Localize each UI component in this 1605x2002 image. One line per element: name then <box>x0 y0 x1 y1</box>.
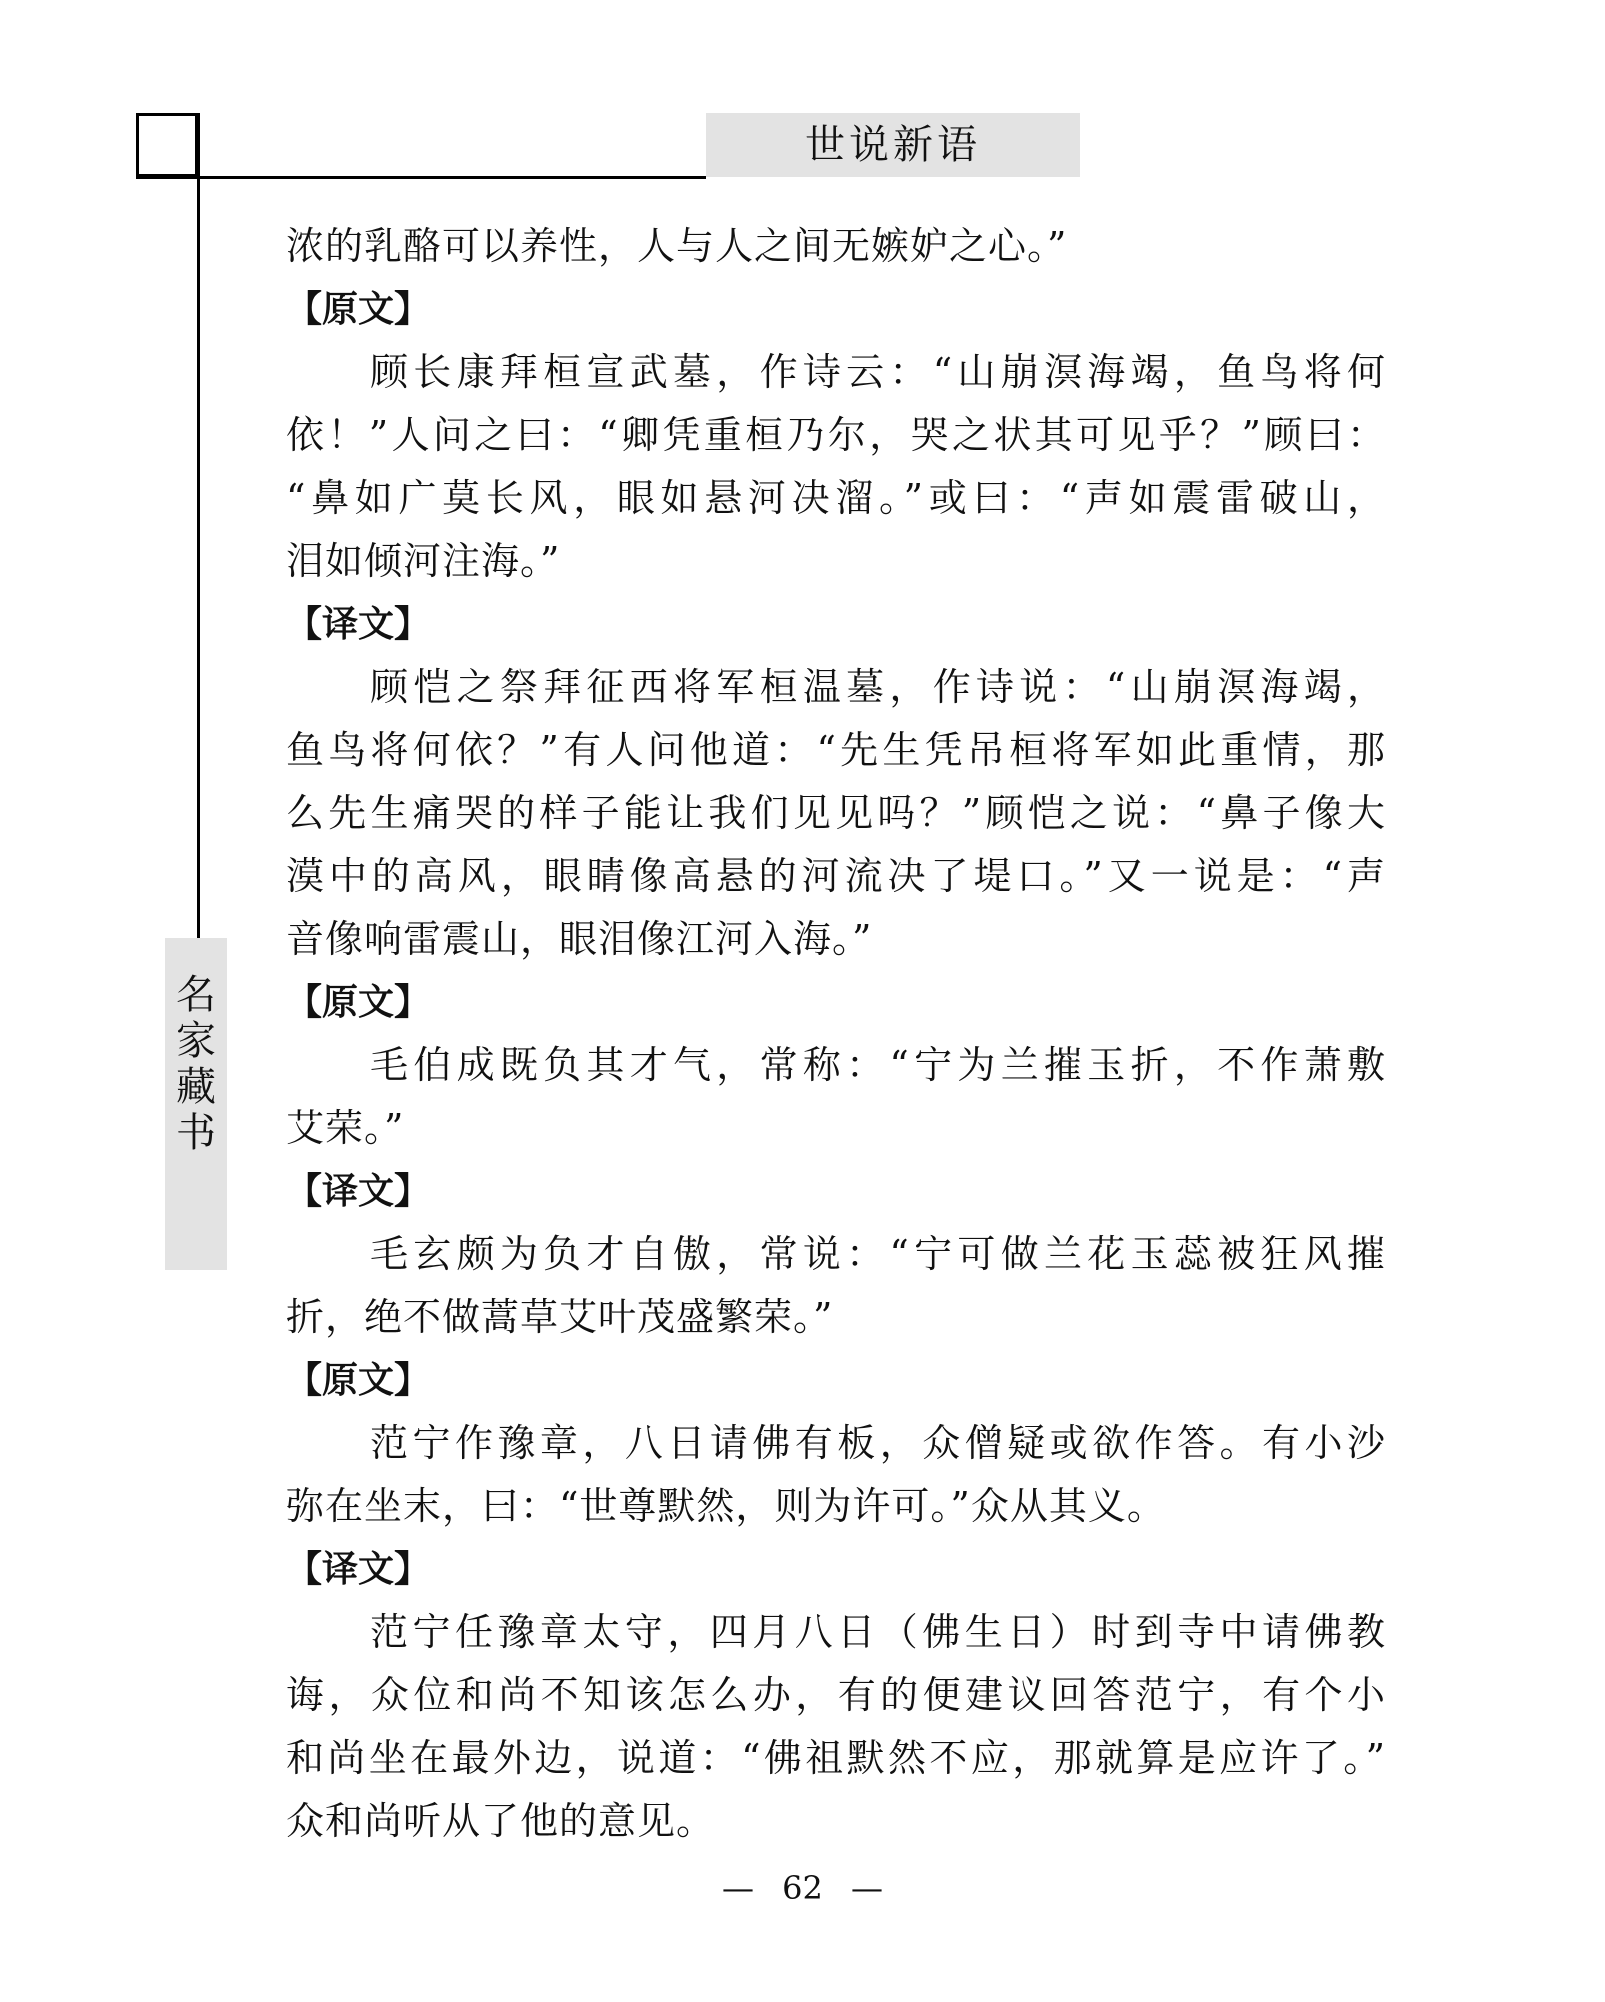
page-number: — 62 — <box>721 1869 884 1907</box>
text-line: 和尚坐在最外边，说道：“佛祖默然不应，那就算是应许了。” <box>286 1736 1386 1780</box>
text-line: 漠中的高风，眼睛像高悬的河流决了堤口。”又一说是：“声 <box>286 854 1386 898</box>
section-label: 【原文】 <box>286 982 431 1023</box>
text-line: 范宁作豫章，八日请佛有板，众僧疑或欲作答。有小沙 <box>370 1421 1386 1465</box>
header-corner-box <box>136 113 198 177</box>
text-line: 毛伯成既负其才气，常称：“宁为兰摧玉折，不作萧敷 <box>370 1043 1386 1087</box>
text-line: 依！”人问之曰：“卿凭重桓乃尔，哭之状其可见乎？”顾曰： <box>286 413 1386 457</box>
section-label: 【原文】 <box>286 289 431 330</box>
text-line: 众和尚听从了他的意见。 <box>286 1799 716 1843</box>
text-line: 范宁任豫章太守，四月八日（佛生日）时到寺中请佛教 <box>370 1610 1386 1654</box>
text-line: “鼻如广莫长风，眼如悬河决溜。”或曰：“声如震雷破山， <box>286 476 1386 520</box>
text-line: 毛玄颇为负才自傲，常说：“宁可做兰花玉蕊被狂风摧 <box>370 1232 1386 1276</box>
section-label: 【译文】 <box>286 604 431 645</box>
side-label-char: 书 <box>176 1110 216 1156</box>
section-label: 【译文】 <box>286 1549 431 1590</box>
side-series-label <box>165 938 227 1270</box>
side-label-char: 名 <box>176 972 216 1018</box>
text-line: 浓的乳酪可以养性，人与人之间无嫉妒之心。” <box>286 224 1068 268</box>
text-line: 弥在坐末，曰：“世尊默然，则为许可。”众从其义。 <box>286 1484 1166 1528</box>
text-line: 诲，众位和尚不知该怎么办，有的便建议回答范宁，有个小 <box>286 1673 1386 1717</box>
text-line: 么先生痛哭的样子能让我们见见吗？”顾恺之说：“鼻子像大 <box>286 791 1386 835</box>
page-body <box>286 215 1386 1853</box>
section-label: 【原文】 <box>286 1360 431 1401</box>
margin-rule <box>197 113 200 938</box>
text-line: 音像响雷震山，眼泪像江河入海。” <box>286 917 873 961</box>
text-line: 艾荣。” <box>286 1106 405 1150</box>
side-label-char: 家 <box>176 1018 216 1064</box>
section-label: 【译文】 <box>286 1171 431 1212</box>
header-rule <box>136 176 706 179</box>
text-line: 顾恺之祭拜征西将军桓温墓，作诗说：“山崩溟海竭， <box>370 665 1386 709</box>
text-line: 折，绝不做蒿草艾叶茂盛繁荣。” <box>286 1295 834 1339</box>
text-line: 泪如倾河注海。” <box>286 539 561 583</box>
running-header-title: 世说新语 <box>706 113 1080 177</box>
side-label-char: 藏 <box>176 1064 216 1110</box>
text-line: 鱼鸟将何依？”有人问他道：“先生凭吊桓将军如此重情，那 <box>286 728 1386 772</box>
text-line: 顾长康拜桓宣武墓，作诗云：“山崩溟海竭，鱼鸟将何 <box>370 350 1386 394</box>
